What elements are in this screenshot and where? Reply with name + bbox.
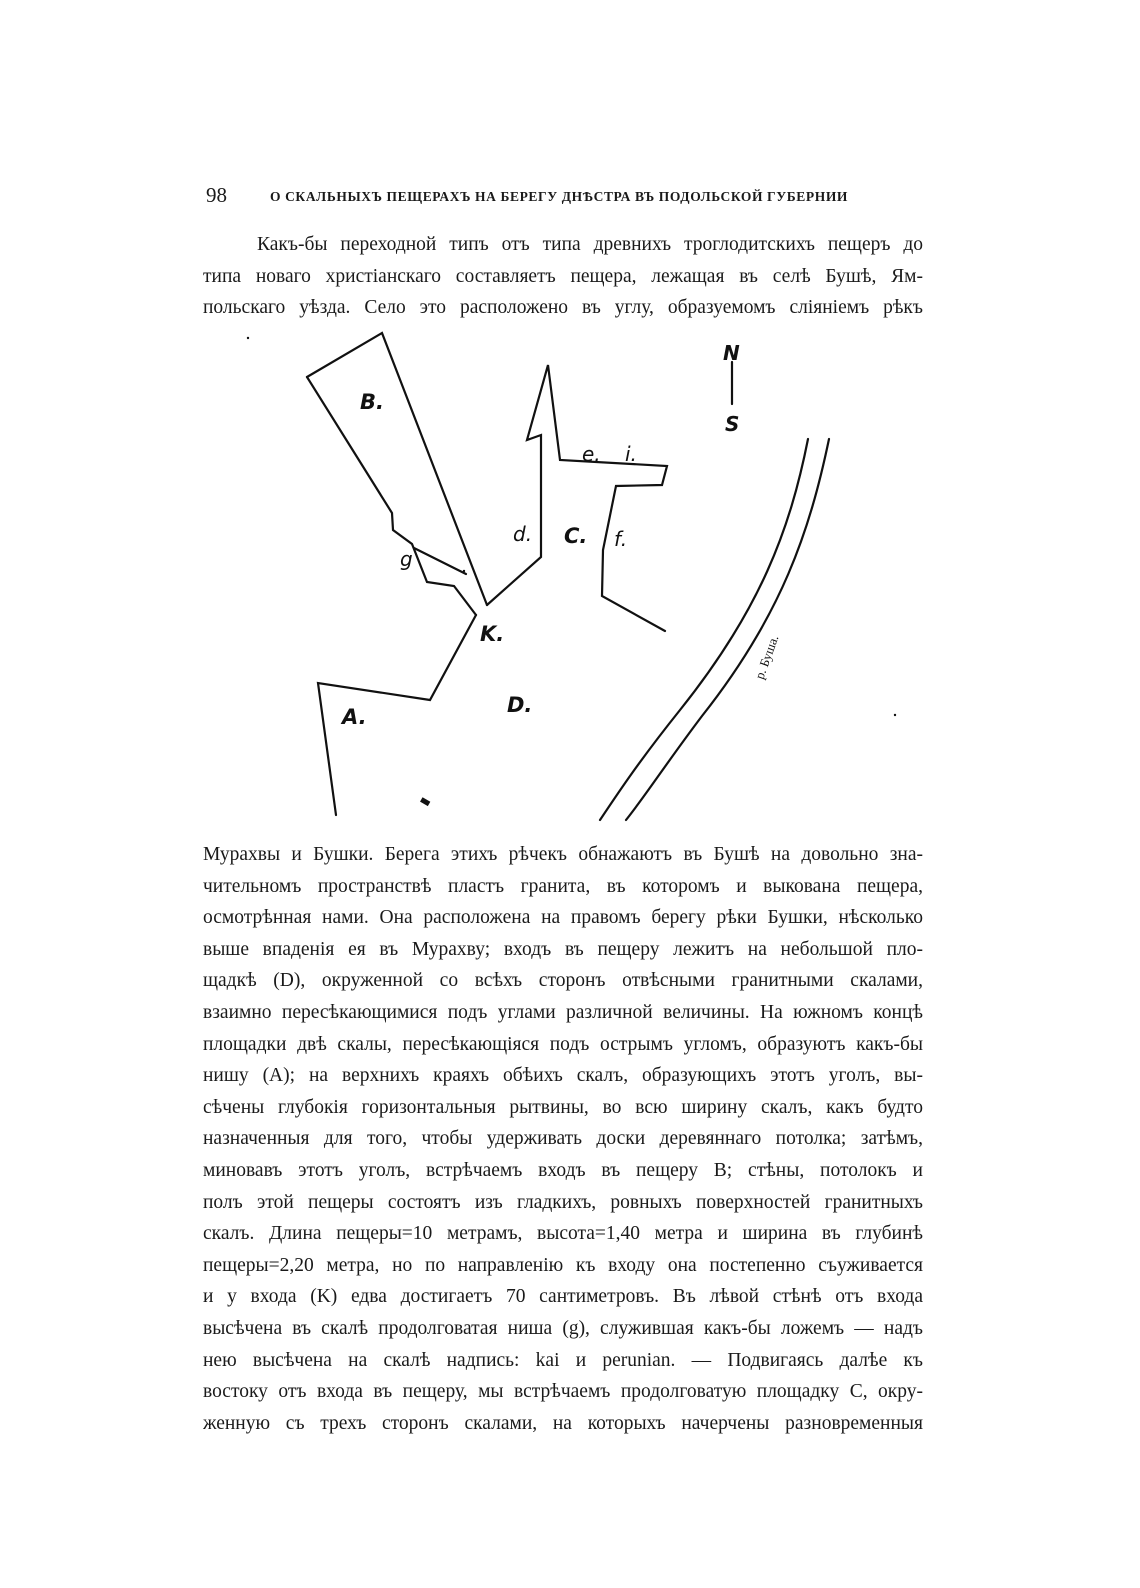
- text-line: и у входа (K) едва достигаетъ 70 сантиметровъ. Въ лѣвой стѣнѣ отъ входа: [203, 1286, 923, 1308]
- cave-b-outline: [307, 377, 476, 615]
- label-k: K.: [480, 622, 505, 646]
- label-c: C.: [564, 524, 588, 548]
- text-line: полъ этой пещеры состоятъ изъ гладкихъ, ровныхъ поверхностей гранитныхъ: [203, 1191, 923, 1213]
- page-number: 98: [206, 183, 227, 207]
- compass-south-label: S: [725, 412, 740, 436]
- label-f: f.: [614, 527, 628, 551]
- label-a: A.: [342, 705, 367, 729]
- wall-c-west: [487, 365, 667, 631]
- text-line: назначенныя для того, чтобы удерживать доски деревяннаго потолка; затѣмъ,: [203, 1128, 923, 1150]
- river-bank: [600, 439, 808, 820]
- text-line: нишу (A); на верхнихъ краяхъ обѣихъ скалъ, образующихъ этотъ уголъ, вы-: [203, 1065, 923, 1087]
- ink-mark: [420, 797, 430, 806]
- text-line: пещеры=2,20 метра, но по направленію къ входу она постепенно съуживается: [203, 1254, 923, 1276]
- text-line: высѣчена въ скалѣ продолговатая ниша (g), служившая какъ-бы ложемъ — надъ: [203, 1317, 923, 1339]
- label-b: B.: [360, 390, 384, 414]
- text-line: польскаго уѣзда. Село это расположено въ углу, образуемомъ сліяніемъ рѣкъ: [203, 297, 923, 319]
- label-e: e.: [582, 442, 601, 466]
- text-line: скалъ. Длина пещеры=10 метрамъ, высота=1,40 метра и ширина въ глубинѣ: [203, 1223, 923, 1245]
- text-line: Мурахвы и Бушки. Берега этихъ рѣчекъ обнажаютъ въ Бушѣ на довольно зна-: [203, 844, 923, 865]
- text-line: Какъ-бы переходной типъ отъ типа древнихъ троглодитскихъ пещеръ до: [257, 234, 923, 255]
- text-line: востоку отъ входа въ пещеру, мы встрѣчаемъ продолговатую площадку C, окру-: [203, 1381, 923, 1403]
- river-label: р. Буша.: [751, 632, 782, 682]
- body-paragraph: [203, 839, 923, 1439]
- label-d-lower: d.: [513, 522, 533, 546]
- text-line: типа новаго христіанскаго составляетъ пещера, лежащая въ селѣ Бушѣ, Ям-: [203, 265, 923, 287]
- text-line: нею высѣчена на скалѣ надпись: kai и perunian. — Подвигаясь далѣе къ: [203, 1349, 923, 1371]
- text-line: площадки двѣ скалы, пересѣкающіяся подъ острымъ угломъ, образуютъ какъ-бы: [203, 1033, 923, 1055]
- text-line: выше впаденія ея въ Мурахву; входъ въ пещеру лежитъ на небольшой пло-: [203, 938, 923, 960]
- ink-mark: [894, 714, 896, 716]
- label-d: D.: [507, 693, 533, 717]
- text-line: щадкѣ (D), окруженной со всѣхъ сторонъ отвѣсными гранитными скалами,: [203, 970, 923, 992]
- ink-mark: [463, 570, 465, 572]
- cave-b-outline: [307, 333, 487, 605]
- compass-north-label: N: [723, 341, 740, 365]
- text-line: сѣчены глубокія горизонтальныя рытвины, во всю ширину скалъ, какъ будто: [203, 1096, 923, 1118]
- running-title: О СКАЛЬНЫХЪ ПЕЩЕРАХЪ НА БЕРЕГУ ДНѢСТРА ВЪ ПОДОЛЬСКОЙ ГУБЕРНИИ: [270, 189, 849, 204]
- text-line: женную съ трехъ сторонъ скалами, на которыхъ начерчены разновременныя: [203, 1412, 923, 1434]
- river-bank: [626, 439, 829, 820]
- text-line: чительномъ пространствѣ пластъ гранита, въ которомъ и выкована пещера,: [203, 875, 923, 897]
- ink-mark: [247, 337, 249, 339]
- label-g: g: [400, 547, 413, 571]
- text-line: миновавъ этотъ уголъ, встрѣчаемъ входъ въ пещеру B; стѣны, потолокъ и: [203, 1159, 923, 1181]
- text-line: осмотрѣнная нами. Она расположена на правомъ берегу рѣки Бушки, нѣсколько: [203, 907, 923, 929]
- text-line: взаимно пересѣкающимися подъ углами различной величины. На южномъ концѣ: [203, 1001, 923, 1023]
- label-i: i.: [625, 442, 637, 466]
